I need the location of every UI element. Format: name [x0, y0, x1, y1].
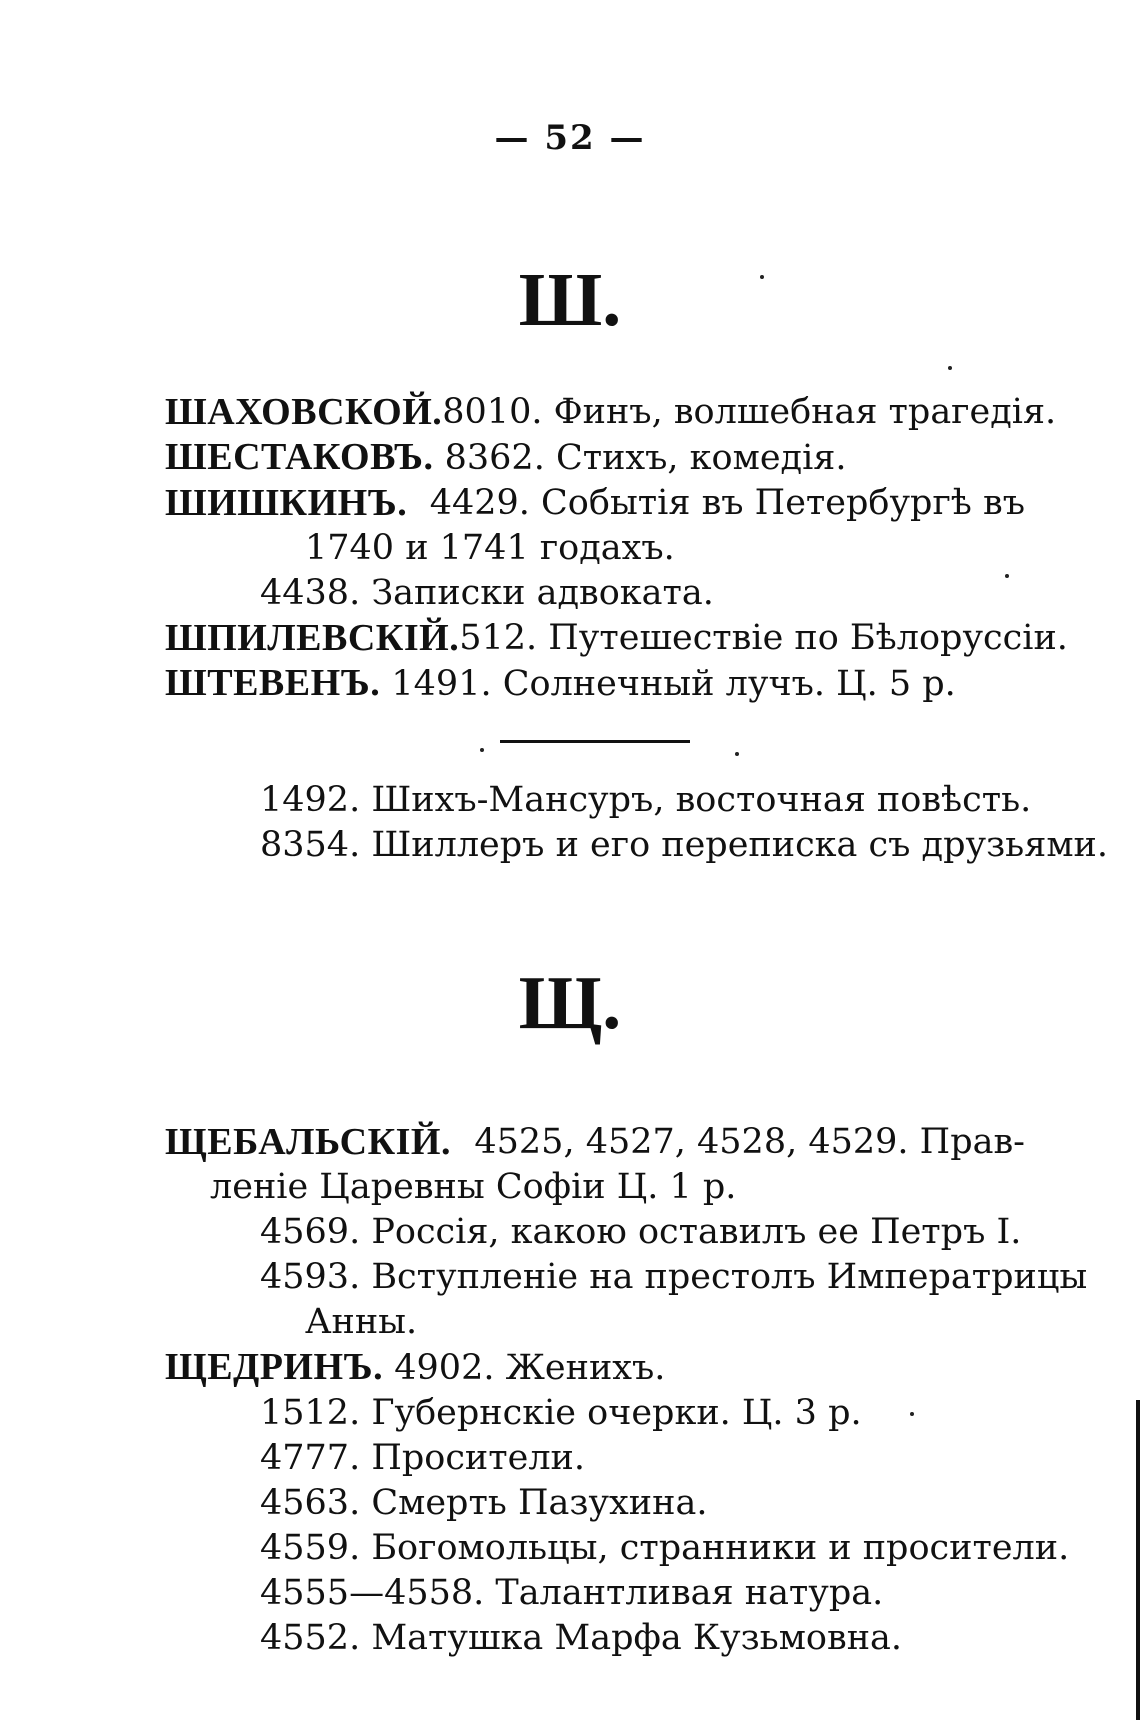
- entry-author: ШПИЛЕВСКІЙ.: [165, 617, 460, 659]
- entry-sub-1492: 1492. Шихъ-Мансуръ, восточная повѣсть.: [260, 780, 1032, 820]
- entry-sub-8354: 8354. Шиллеръ и его переписка съ друзьями.: [260, 825, 1108, 865]
- entry-text: 4902. Женихъ.: [394, 1348, 666, 1388]
- entry-sub-4438: 4438. Записки адвоката.: [260, 573, 714, 613]
- print-speck: [1005, 574, 1009, 578]
- entry-sub-4563: 4563. Смерть Пазухина.: [260, 1483, 708, 1523]
- entry-text: 8010. Финъ, волшебная трагедія.: [442, 392, 1057, 432]
- entry-text: 512. Путешествіе по Бѣлоруссіи.: [459, 618, 1068, 658]
- entry-continuation: Анны.: [305, 1302, 418, 1342]
- entry-author: ЩЕДРИНЪ.: [165, 1346, 384, 1388]
- entry-text: 4525, 4527, 4528, 4529. Прав-: [474, 1122, 1025, 1162]
- entry-shakhovskoy: [165, 390, 1057, 435]
- page-number: — 52 —: [494, 118, 646, 158]
- entry-continuation: 1740 и 1741 годахъ.: [305, 528, 675, 568]
- entry-text: 4429. Событія въ Петербургѣ въ: [429, 483, 1025, 523]
- entry-shchebalsky: [165, 1120, 1025, 1210]
- section-letter-sh: Ш.: [518, 258, 622, 342]
- section-divider-rule: [500, 740, 690, 743]
- entry-author: ШТЕВЕНЪ.: [165, 662, 381, 704]
- entry-sub-4559: 4559. Богомольцы, странники и просители.: [260, 1528, 1070, 1568]
- entry-sub-4555: 4555—4558. Талантливая натура.: [260, 1573, 884, 1613]
- entry-sub-4569: 4569. Россія, какою оставилъ ее Петръ I.: [260, 1212, 1022, 1252]
- print-speck: [910, 1412, 914, 1416]
- entry-author: ШИШКИНЪ.: [165, 482, 408, 524]
- entry-sub-4593: [165, 1255, 1088, 1345]
- print-speck: [480, 748, 484, 752]
- section-sh-entries: [165, 390, 1068, 707]
- entry-sub-4777: 4777. Просители.: [260, 1438, 586, 1478]
- section-letter-shch: Щ.: [518, 961, 622, 1045]
- entry-shteven: [165, 661, 1025, 707]
- print-speck: [948, 366, 952, 370]
- print-speck: [735, 752, 739, 756]
- entry-shchedrin: [165, 1345, 1025, 1391]
- entry-text: 8362. Стихъ, комедія.: [444, 438, 847, 478]
- print-speck: [760, 275, 764, 279]
- entry-text: 1491. Солнечный лучъ. Ц. 5 р.: [391, 664, 956, 704]
- section-sh-after-rule: [165, 778, 1108, 868]
- entry-continuation: леніе Царевны Софіи Ц. 1 р.: [210, 1167, 737, 1207]
- entry-shpilevsky: [165, 616, 1068, 661]
- entry-author: ШЕСТАКОВЪ.: [165, 436, 434, 478]
- entry-sub-1512: 1512. Губернскіе очерки. Ц. 3 р.: [260, 1393, 862, 1433]
- entry-author: ЩЕБАЛЬСКІЙ.: [165, 1121, 451, 1163]
- entry-text: 4593. Вступленіе на престолъ Императрицы: [260, 1257, 1088, 1297]
- entry-shishkin: [165, 481, 1025, 571]
- entry-author: ШАХОВСКОЙ.: [165, 391, 443, 433]
- entry-shestakov: [165, 435, 1025, 481]
- scan-edge-shadow: [1136, 1400, 1140, 1720]
- entry-sub-4552: 4552. Матушка Марфа Кузьмовна.: [260, 1618, 903, 1658]
- section-shch-entries: [165, 1120, 1088, 1661]
